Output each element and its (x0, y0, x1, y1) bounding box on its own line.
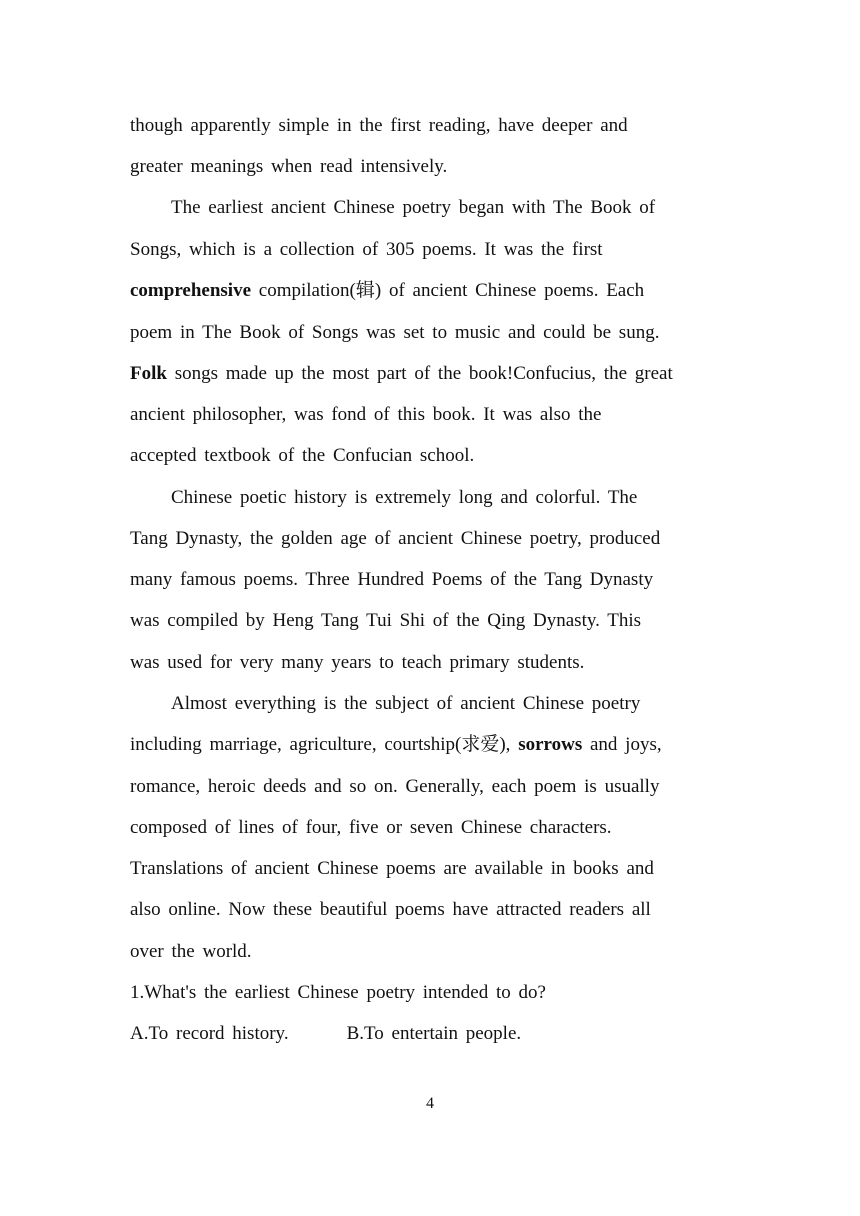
keyword-sorrows: sorrows (518, 734, 583, 755)
paragraph-4-line-7: over the world. (130, 941, 252, 962)
paragraph-2-line-5-text: songs made up the most part of the book!Confucius, the great (166, 363, 673, 384)
paragraph-2-line-6: ancient philosopher, was fond of this book. It was also the (130, 404, 602, 425)
paragraph-3-line-3: many famous poems. Three Hundred Poems of the Tang Dynasty (130, 569, 654, 590)
paragraph-2-line-2: Songs, which is a collection of 305 poems. It was the first (130, 239, 603, 260)
paragraph-4-line-1: Almost everything is the subject of ancient Chinese poetry (171, 693, 641, 714)
question-1-options (130, 1022, 521, 1046)
page-number: 4 (426, 1095, 434, 1112)
paragraph-4-line-2-end: and joys, (582, 734, 662, 755)
paragraph-2-line-7: accepted textbook of the Confucian school. (130, 445, 475, 466)
paragraph-3-line-5: was used for very many years to teach primary students. (130, 652, 585, 673)
paragraph-4-line-2 (130, 733, 662, 757)
option-a: A.To record history. (130, 1023, 289, 1044)
paragraph-4-line-5: Translations of ancient Chinese poems are available in books and (130, 858, 654, 879)
paragraph-2-line-3 (130, 279, 644, 303)
paragraph-3-line-4: was compiled by Heng Tang Tui Shi of the Qing Dynasty. This (130, 610, 642, 631)
paragraph-3-line-1: Chinese poetic history is extremely long and colorful. The (171, 487, 638, 508)
paragraph-2-line-5 (130, 362, 673, 386)
option-b: B.To entertain people. (346, 1023, 522, 1044)
paragraph-4-line-3: romance, heroic deeds and so on. Generally, each poem is usually (130, 776, 660, 797)
paragraph-2-line-4: poem in The Book of Songs was set to music and could be sung. (130, 322, 660, 343)
paragraph-1-line-2: greater meanings when read intensively. (130, 156, 448, 177)
paragraph-4-line-4: composed of lines of four, five or seven Chinese characters. (130, 817, 612, 838)
keyword-comprehensive: comprehensive (130, 280, 252, 301)
paragraph-4-line-6: also online. Now these beautiful poems have attracted readers all (130, 899, 651, 920)
paragraph-1-line-1: though apparently simple in the first reading, have deeper and (130, 115, 628, 136)
keyword-folk: Folk (130, 363, 167, 384)
paragraph-4-line-2-start: including marriage, agriculture, courtship(求爱), (130, 734, 519, 755)
question-1-stem: 1.What's the earliest Chinese poetry intended to do? (130, 982, 546, 1003)
paragraph-2-line-1: The earliest ancient Chinese poetry began with The Book of (171, 197, 656, 218)
paragraph-2-line-3-text: compilation(辑) of ancient Chinese poems. Each (251, 280, 645, 301)
paragraph-3-line-2: Tang Dynasty, the golden age of ancient Chinese poetry, produced (130, 528, 661, 549)
